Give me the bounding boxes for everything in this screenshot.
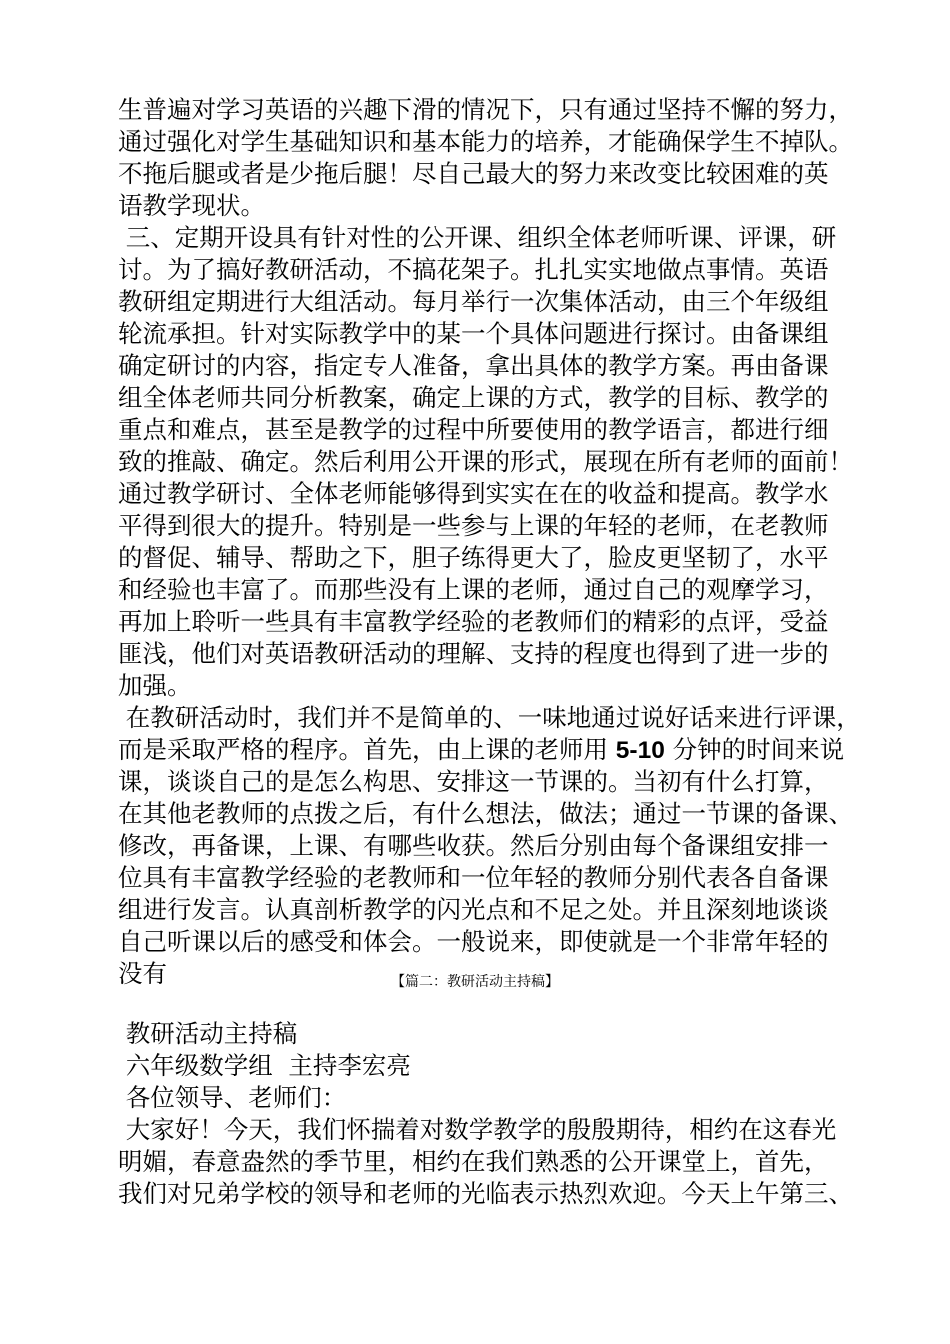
text-line: 我们对兄弟学校的领导和老师的光临表示热烈欢迎。今天上午第三、 bbox=[118, 1179, 853, 1208]
text-line: 再加上聆听一些具有丰富教学经验的老教师们的精彩的点评，受益 bbox=[118, 607, 829, 636]
text-line: 自己听课以后的感受和体会。一般说来，即使就是一个非常年轻的 bbox=[118, 927, 829, 956]
section-two-text bbox=[118, 1018, 853, 1210]
text-line: 语教学现状。 bbox=[118, 191, 265, 220]
text-line: 位具有丰富教学经验的老教师和一位年轻的教师分别代表各自备课 bbox=[118, 863, 829, 892]
text-line: 匪浅，他们对英语教研活动的理解、支持的程度也得到了进一步的 bbox=[118, 639, 829, 668]
text-line: 在教研活动时，我们并不是简单的、一味地通过说好话来进行评课， bbox=[118, 703, 861, 732]
text-line: 六年级数学组 主持李宏亮 bbox=[118, 1051, 411, 1080]
time-range-text: 5-10 bbox=[615, 737, 665, 764]
text-line: 平得到很大的提升。特别是一些参与上课的年轻的老师，在老教师 bbox=[118, 511, 829, 540]
text-segment: 而是采取严格的程序。首先，由上课的老师用 bbox=[118, 735, 608, 764]
text-segment: 分钟的时间来说 bbox=[672, 735, 845, 764]
section-title: 【篇二：教研活动主持稿】 bbox=[391, 974, 559, 990]
text-line: 组进行发言。认真剖析教学的闪光点和不足之处。并且深刻地谈谈 bbox=[118, 895, 829, 924]
text-line: 通过教学研讨、全体老师能够得到实实在在的收益和提高。教学水 bbox=[118, 479, 829, 508]
text-line: 重点和难点，甚至是教学的过程中所要使用的教学语言，都进行细 bbox=[118, 415, 829, 444]
text-line: 加强。 bbox=[118, 671, 192, 700]
text-line: 和经验也丰富了。而那些没有上课的老师，通过自己的观摩学习， bbox=[118, 575, 829, 604]
text-line: 没有 bbox=[118, 959, 167, 988]
text-line: 的督促、辅导、帮助之下，胆子练得更大了，脸皮更坚韧了，水平 bbox=[118, 543, 829, 572]
text-line: 大家好！今天，我们怀揣着对数学教学的殷殷期待，相约在这春光 bbox=[118, 1115, 837, 1144]
text-line: 三、定期开设具有针对性的公开课、组织全体老师听课、评课，研 bbox=[118, 223, 837, 252]
text-line: 生普遍对学习英语的兴趣下滑的情况下，只有通过坚持不懈的努力， bbox=[118, 95, 853, 124]
text-line: 不拖后腿或者是少拖后腿！尽自己最大的努力来改变比较困难的英 bbox=[118, 159, 829, 188]
text-line: 在其他老教师的点拨之后，有什么想法，做法；通过一节课的备课、 bbox=[118, 799, 853, 828]
section-one-text bbox=[118, 94, 861, 990]
text-line: 修改，再备课，上课、有哪些收获。然后分别由每个备课组安排一 bbox=[118, 831, 829, 860]
text-line: 轮流承担。针对实际教学中的某一个具体问题进行探讨。由备课组 bbox=[118, 319, 829, 348]
text-line: 确定研讨的内容，指定专人准备，拿出具体的教学方案。再由备课 bbox=[118, 351, 829, 380]
text-line: 各位领导、老师们： bbox=[118, 1083, 347, 1112]
text-line: 组全体老师共同分析教案，确定上课的方式，教学的目标、教学的 bbox=[118, 383, 829, 412]
text-line: 教研活动主持稿 bbox=[118, 1019, 298, 1048]
text-line: 讨。为了搞好教研活动，不搞花架子。扎扎实实地做点事情。英语 bbox=[118, 255, 829, 284]
text-line: 明媚，春意盎然的季节里，相约在我们熟悉的公开课堂上，首先， bbox=[118, 1147, 829, 1176]
text-line: 教研组定期进行大组活动。每月举行一次集体活动，由三个年级组 bbox=[118, 287, 829, 316]
text-line: 课，谈谈自己的是怎么构思、安排这一节课的。当初有什么打算， bbox=[118, 767, 829, 796]
text-line-mixed bbox=[118, 734, 845, 766]
text-line: 通过强化对学生基础知识和基本能力的培养，才能确保学生不掉队。 bbox=[118, 127, 853, 156]
text-line: 致的推敲、确定。然后利用公开课的形式，展现在所有老师的面前！ bbox=[118, 447, 853, 476]
